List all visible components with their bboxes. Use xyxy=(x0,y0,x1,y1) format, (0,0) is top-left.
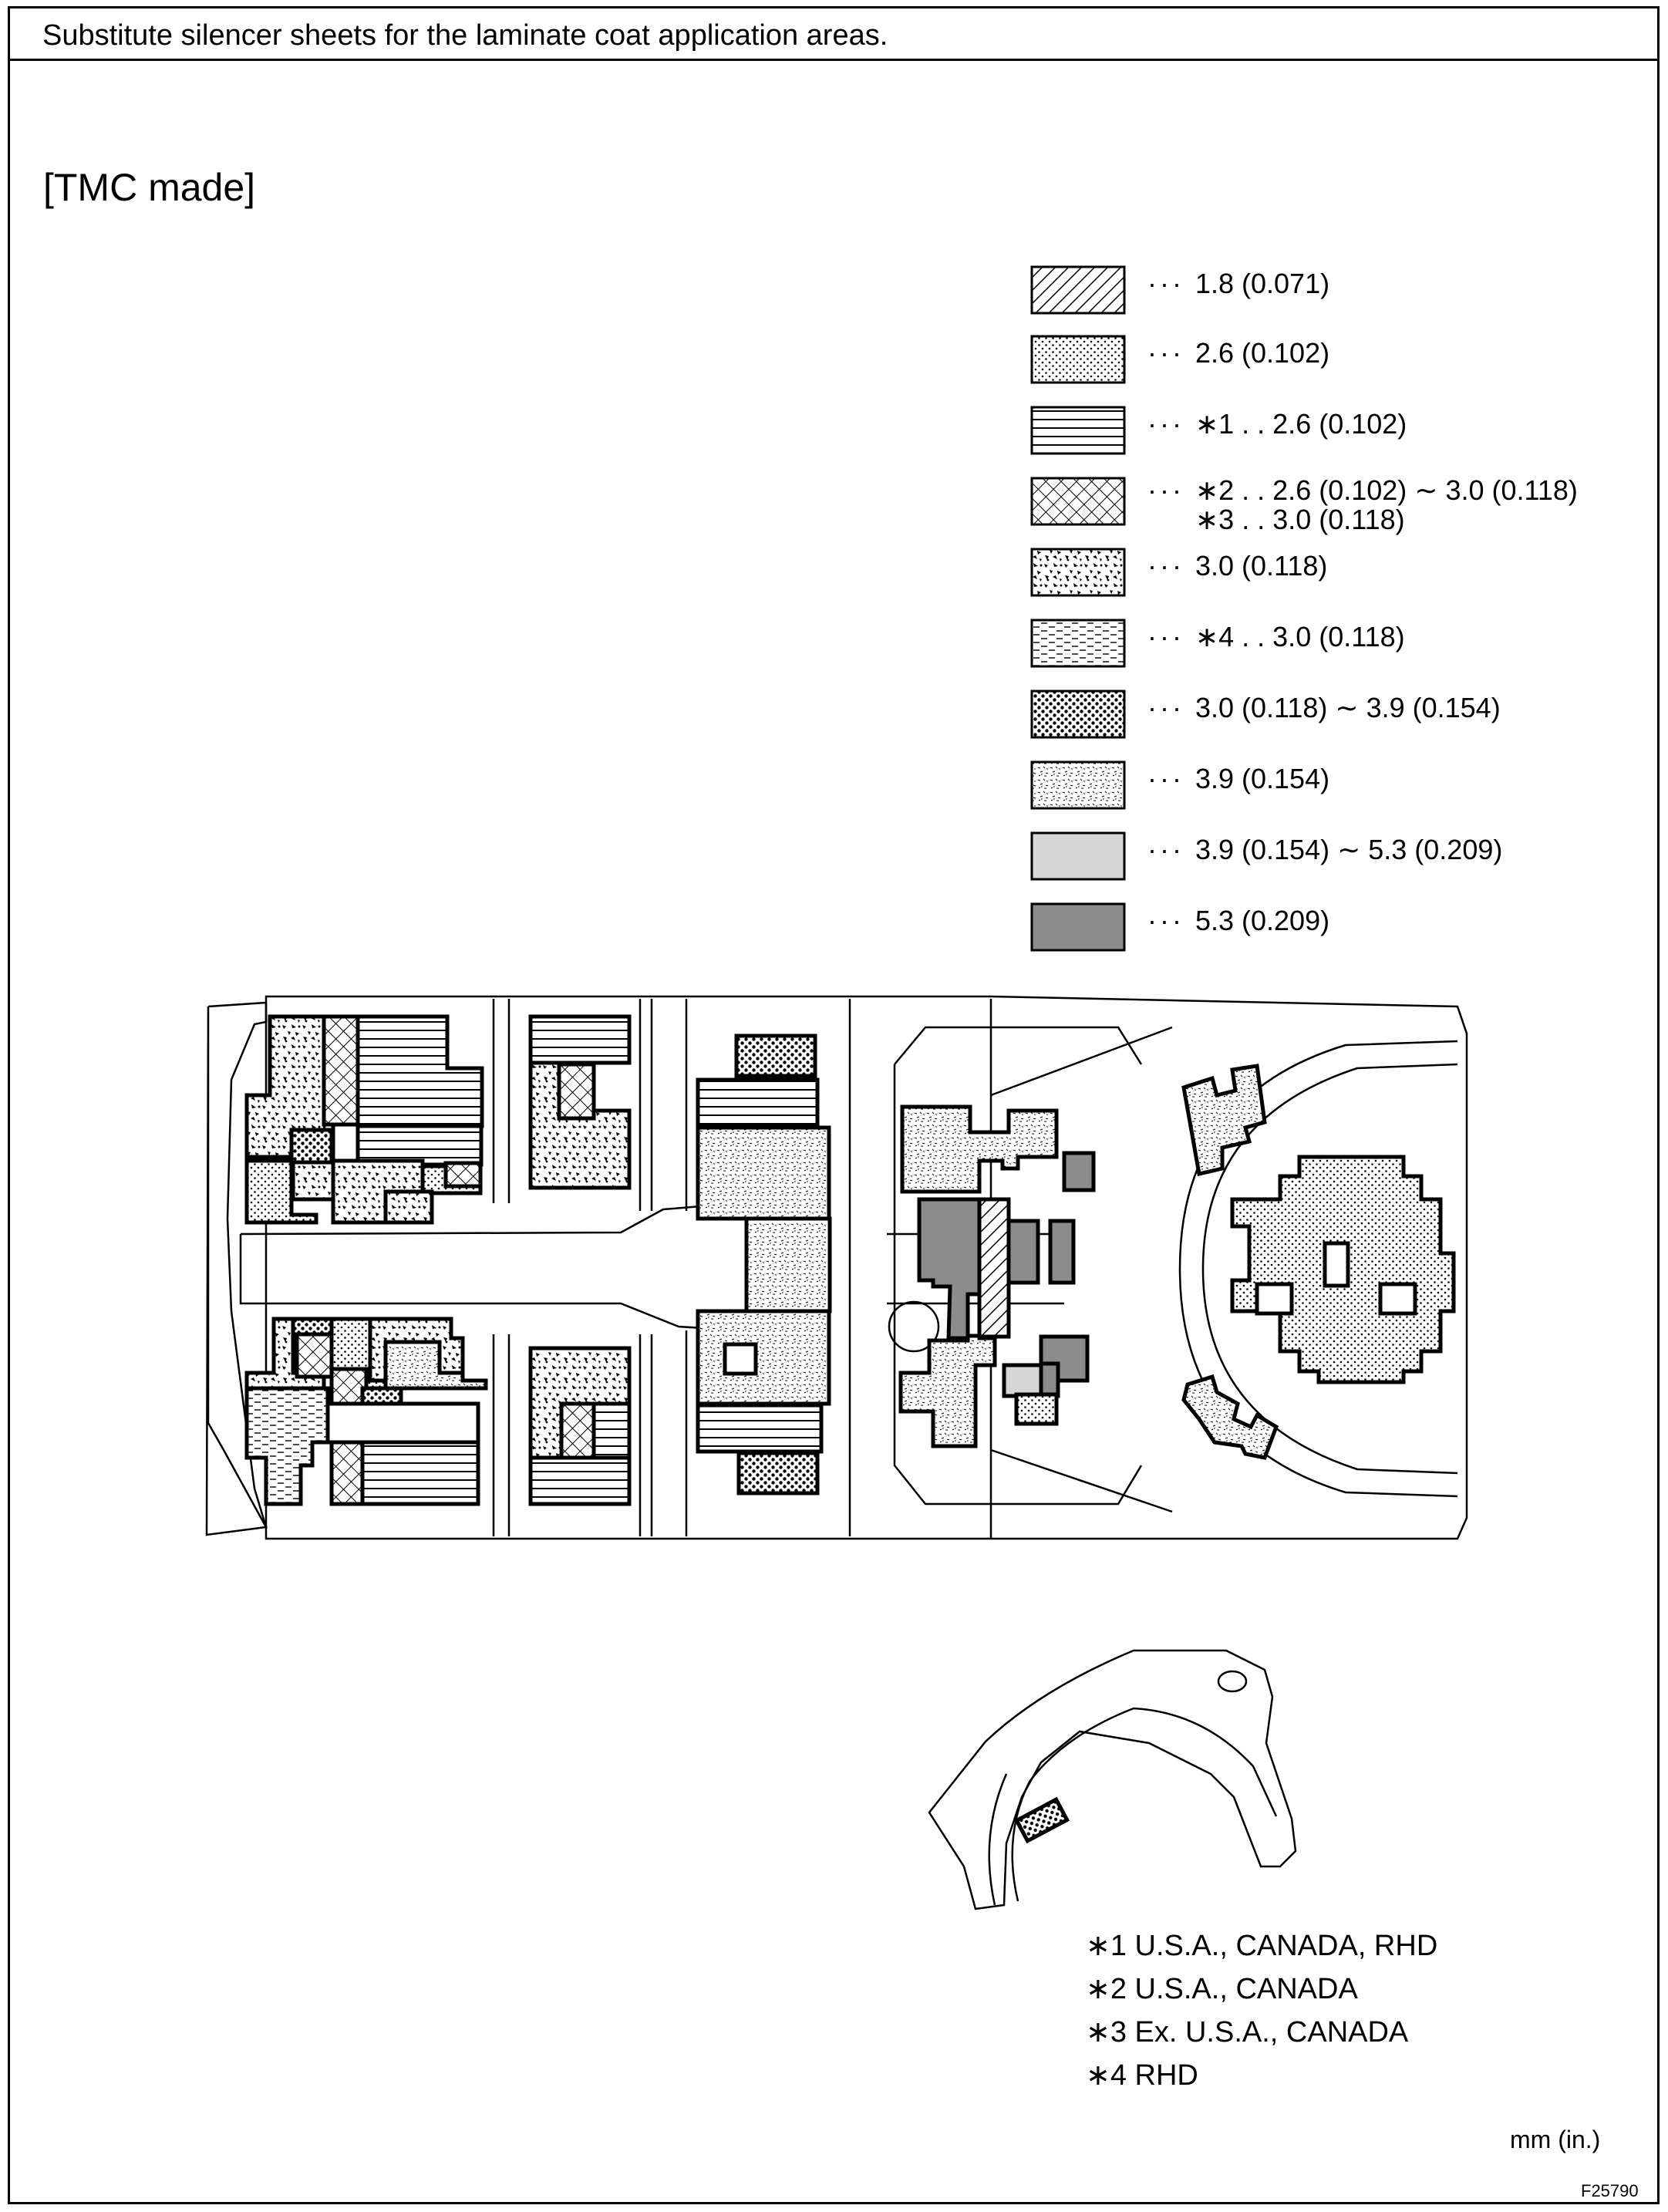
legend-dots: ··· xyxy=(1147,905,1184,936)
legend-dots: ··· xyxy=(1147,621,1184,652)
patches-rear-seat xyxy=(698,1036,830,1493)
legend-dots: ··· xyxy=(1147,268,1184,299)
wheel-house-patch xyxy=(1016,1799,1067,1841)
legend-label: ∗2 . . 2.6 (0.102) ∼ 3.0 (0.118) xyxy=(1195,474,1578,506)
legend-label: 3.9 (0.154) ∼ 5.3 (0.209) xyxy=(1195,834,1503,865)
patches-front-left xyxy=(247,1017,482,1222)
legend-swatch-diagonal-hatch xyxy=(1032,267,1124,313)
legend-label: 1.8 (0.071) xyxy=(1195,268,1330,299)
legend-dots: ··· xyxy=(1147,337,1184,369)
legend-swatch-cross-hatch xyxy=(1032,478,1124,524)
header-text: Substitute silencer sheets for the laminate coat application areas. xyxy=(42,19,888,52)
legend-swatches xyxy=(1032,267,1124,950)
legend-swatch-dark-gray xyxy=(1032,904,1124,950)
legend-dots: ··· xyxy=(1147,763,1184,794)
legend-label: 3.9 (0.154) xyxy=(1195,763,1330,794)
legend-label: 3.0 (0.118) ∼ 3.9 (0.154) xyxy=(1195,692,1501,723)
legend-swatch-light-speckle xyxy=(1032,762,1124,808)
footnote-1: ∗1 U.S.A., CANADA, RHD xyxy=(1086,1930,1438,1962)
legend-dots: ··· xyxy=(1147,408,1184,440)
legend-swatch-horizontal-lines xyxy=(1032,407,1124,454)
legend-dots: ··· xyxy=(1147,550,1184,582)
patches-spare-tire-well xyxy=(1184,1066,1454,1458)
legend-dots: ··· xyxy=(1147,474,1184,506)
patches-trunk xyxy=(901,1107,1093,1446)
legend-dots: ··· xyxy=(1147,692,1184,723)
footnote-4: ∗4 RHD xyxy=(1086,2059,1198,2092)
legend-dots: ··· xyxy=(1147,834,1184,865)
legend-swatch-dense-dots xyxy=(1032,691,1124,737)
legend-swatch-dashed-lines xyxy=(1032,620,1124,666)
footnote-2: ∗2 U.S.A., CANADA xyxy=(1086,1973,1358,2005)
section-title: [TMC made] xyxy=(43,166,256,209)
units-label: mm (in.) xyxy=(1510,2126,1601,2153)
figure-id: F25790 xyxy=(1581,2181,1639,2200)
footnote-3: ∗3 Ex. U.S.A., CANADA xyxy=(1086,2016,1409,2048)
wheel-house-detail xyxy=(929,1651,1296,1909)
legend-label: 5.3 (0.209) xyxy=(1195,905,1330,936)
patches-center xyxy=(531,1017,629,1504)
legend-label: 3.0 (0.118) xyxy=(1195,550,1328,582)
legend-label: 2.6 (0.102) xyxy=(1195,337,1330,369)
legend-label: ∗4 . . 3.0 (0.118) xyxy=(1195,621,1405,652)
legend-swatch-fine-dots xyxy=(1032,336,1124,383)
legend-swatch-light-gray xyxy=(1032,833,1124,879)
legend-swatch-coarse-speckle xyxy=(1032,549,1124,595)
legend-label: ∗1 . . 2.6 (0.102) xyxy=(1195,408,1407,440)
patches-bottom-left xyxy=(247,1319,486,1504)
legend-label-secondary: ∗3 . . 3.0 (0.118) xyxy=(1195,504,1405,535)
